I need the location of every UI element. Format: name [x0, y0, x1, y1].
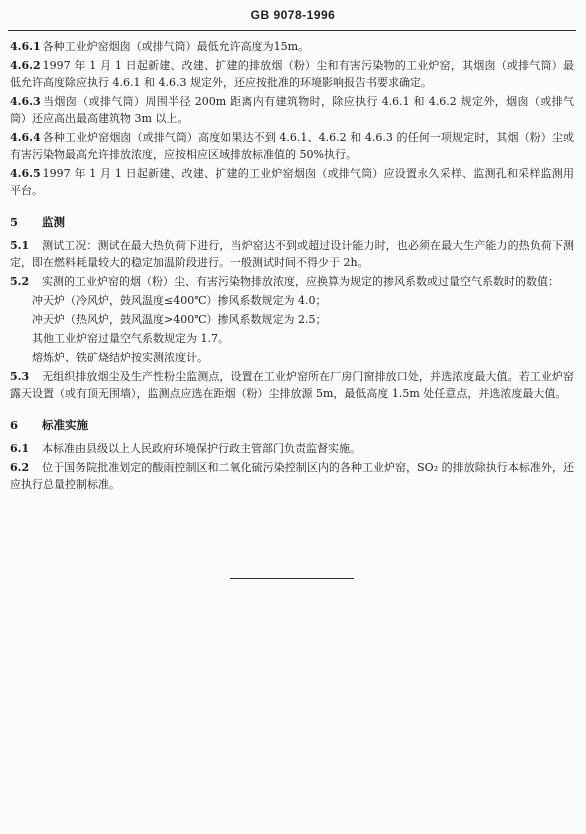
clause-4-6-2	[10, 57, 574, 91]
section-number: 5	[10, 215, 19, 229]
clause-5-1	[10, 237, 574, 271]
end-rule	[230, 578, 354, 579]
clause-number: 4.6.1	[10, 40, 41, 53]
clause-text: 无组织排放烟尘及生产性粉尘监测点，设置在工业炉窑所在厂房门窗排放口处，并选浓度最大值。若工业炉窑露天设置（或有顶无围墙），监测点应选在距烟（粉）尘排放源 5m，最低高度 1.5m 处任意点，并选浓度最大值。	[10, 370, 574, 400]
clause-text: 实测的工业炉窑的烟（粉）尘、有害污染物排放浓度，应换算为规定的掺风系数或过量空气系数时的数值：	[42, 275, 559, 288]
clause-5-2-item: 其他工业炉窑过量空气系数规定为 1.7。	[32, 332, 229, 345]
clause-text: 各种工业炉窑烟囱（或排气筒）最低允许高度为15m。	[42, 40, 310, 53]
clause-number: 4.6.2	[10, 59, 41, 72]
clause-text: 位于国务院批准划定的酸雨控制区和二氧化硫污染控制区内的各种工业炉窑，SO₂ 的排放除执行本标准外，还应执行总量控制标准。	[10, 461, 574, 491]
section-number: 6	[10, 418, 19, 432]
clause-5-3	[10, 368, 574, 402]
clause-4-6-1	[10, 38, 574, 55]
clause-number: 5.2	[10, 275, 30, 288]
clause-number: 6.2	[10, 461, 30, 474]
section-6-heading	[10, 416, 574, 434]
clause-text: 测试工况：测试在最大热负荷下进行，当炉窑达不到或超过设计能力时，也必须在最大生产能力的热负荷下测定，即在燃料耗量较大的稳定加温阶段进行。一般测试时间不得少于 2h。	[10, 239, 574, 269]
clause-text: 当烟囱（或排气筒）周围半径 200m 距离内有建筑物时，除应执行 4.6.1 和 4.6.2 规定外，烟囱（或排气筒）还应高出最高建筑物 3m 以上。	[10, 95, 574, 125]
section-title: 监测	[42, 215, 65, 229]
clause-number: 4.6.5	[10, 167, 41, 180]
document-body	[10, 38, 574, 495]
clause-4-6-4	[10, 129, 574, 163]
clause-number: 5.1	[10, 239, 30, 252]
clause-5-2-item: 冲天炉（冷风炉，鼓风温度≤400℃）掺风系数规定为 4.0；	[32, 294, 327, 307]
clause-text: 1997 年 1 月 1 日起新建、改建、扩建的排放烟（粉）尘和有害污染物的工业炉窑，其烟囱（或排气筒）最低允许高度除应执行 4.6.1 和 4.6.3 规定外，还应按批准的环境影响报告书要求确定。	[10, 59, 574, 89]
clause-6-1	[10, 440, 574, 457]
clause-5-2	[10, 273, 574, 290]
clause-text: 本标准由县级以上人民政府环境保护行政主管部门负责监督实施。	[42, 442, 361, 455]
clause-number: 4.6.4	[10, 131, 41, 144]
clause-4-6-5	[10, 165, 574, 199]
section-title: 标准实施	[42, 418, 88, 432]
clause-text: 1997 年 1 月 1 日起新建、改建、扩建的工业炉窑烟囱（或排气筒）应设置永久采样、监测孔和采样监测用平台。	[10, 167, 574, 197]
clause-number: 6.1	[10, 442, 30, 455]
clause-4-6-3	[10, 93, 574, 127]
clause-6-2	[10, 459, 574, 493]
standard-header: GB 9078-1996	[250, 8, 336, 22]
clause-number: 5.3	[10, 370, 30, 383]
clause-text: 各种工业炉窑烟囱（或排气筒）高度如果达不到 4.6.1、4.6.2 和 4.6.3 的任何一项规定时，其烟（粉）尘或有害污染物最高允许排放浓度，应按相应区域排放标准值的 50%执行。	[10, 131, 574, 161]
section-5-heading	[10, 213, 574, 231]
clause-number: 4.6.3	[10, 95, 41, 108]
clause-5-2-item: 冲天炉（热风炉，鼓风温度>400℃）掺风系数规定为 2.5；	[32, 313, 327, 326]
clause-5-2-item: 熔炼炉、铁矿烧结炉按实测浓度计。	[32, 351, 208, 364]
header-rule	[8, 30, 576, 31]
